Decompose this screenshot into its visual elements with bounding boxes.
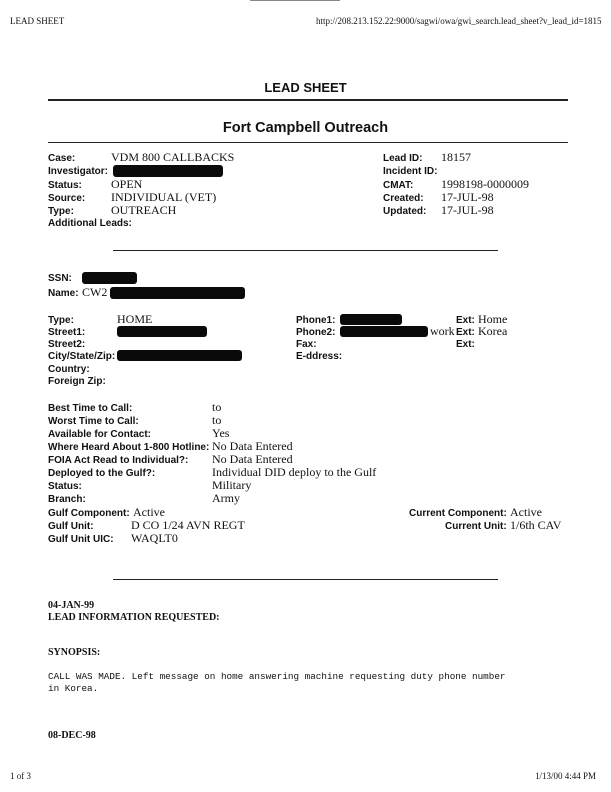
mil-status-value: Military xyxy=(212,478,252,492)
synopsis-line-1: CALL WAS MADE. Left message on home answering machine requesting duty phone number xyxy=(48,671,506,682)
synopsis-line-2: in Korea. xyxy=(48,683,99,694)
fax-label: Fax: xyxy=(296,339,317,350)
branch-label: Branch: xyxy=(48,494,86,505)
available-value: Yes xyxy=(212,426,230,440)
addr-type-label: Type: xyxy=(48,315,74,326)
phone2-redaction xyxy=(340,326,428,337)
current-unit-label: Current Unit: xyxy=(445,521,507,532)
ext1-label: Ext: xyxy=(456,315,475,326)
log-date-1: 04-JAN-99 xyxy=(48,600,95,611)
additional-leads-label: Additional Leads: xyxy=(48,218,132,229)
cmat-value: 1998198-0000009 xyxy=(441,177,529,191)
current-component-label: Current Component: xyxy=(409,508,507,519)
gulf-unit-value: D CO 1/24 AVN REGT xyxy=(131,518,245,532)
phone1-label: Phone1: xyxy=(296,315,336,326)
type-value: OUTREACH xyxy=(111,203,177,217)
created-value: 17-JUL-98 xyxy=(441,190,494,204)
name-prefix: CW2 xyxy=(82,285,108,299)
phone2-label: Phone2: xyxy=(296,327,336,338)
org-title: Fort Campbell Outreach xyxy=(222,120,389,136)
updated-value: 17-JUL-98 xyxy=(441,203,494,217)
ssn-label: SSN: xyxy=(48,273,72,284)
lead-id-value: 18157 xyxy=(441,150,471,164)
org-rule xyxy=(48,142,568,143)
type-label: Type: xyxy=(48,206,74,217)
investigator-label: Investigator: xyxy=(48,166,109,177)
gulf-uic-value: WAQLT0 xyxy=(131,531,178,545)
available-label: Available for Contact: xyxy=(48,429,151,440)
country-label: Country: xyxy=(48,364,90,375)
page-indicator: 1 of 3 xyxy=(10,771,31,781)
section-divider-1 xyxy=(113,250,498,251)
print-url: http://208.213.152.22:9000/sagwi/owa/gwi_search.lead_sheet?v_lead_id=1815 xyxy=(316,16,602,26)
email-label: E-ddress: xyxy=(296,351,343,362)
investigator-redaction xyxy=(113,165,223,177)
doc-title: LEAD SHEET xyxy=(264,80,347,95)
source-value: INDIVIDUAL (VET) xyxy=(111,190,217,204)
lead-id-label: Lead ID: xyxy=(383,153,423,164)
case-value: VDM 800 CALLBACKS xyxy=(111,150,235,164)
section-divider-2 xyxy=(113,579,498,580)
gulf-component-value: Active xyxy=(133,505,165,519)
phone1-redaction xyxy=(340,314,402,325)
ssn-redaction xyxy=(82,272,137,284)
status-label: Status: xyxy=(48,180,82,191)
cmat-label: CMAT: xyxy=(383,180,414,191)
top-fragment-rule xyxy=(250,0,340,1)
request-heading: LEAD INFORMATION REQUESTED: xyxy=(48,612,220,623)
foia-label: FOIA Act Read to Individual?: xyxy=(48,455,189,466)
status-value: OPEN xyxy=(111,177,143,191)
foia-value: No Data Entered xyxy=(212,452,293,466)
current-unit-value: 1/6th CAV xyxy=(510,518,562,532)
name-label: Name: xyxy=(48,288,79,299)
gulf-component-label: Gulf Component: xyxy=(48,508,130,519)
gulf-unit-label: Gulf Unit: xyxy=(48,521,94,532)
ext2-label: Ext: xyxy=(456,327,475,338)
ext1-value: Home xyxy=(478,312,508,326)
current-component-value: Active xyxy=(510,505,542,519)
city-redaction xyxy=(117,350,242,361)
gulf-uic-label: Gulf Unit UIC: xyxy=(48,534,114,545)
deployed-label: Deployed to the Gulf?: xyxy=(48,468,156,479)
ext3-label: Ext: xyxy=(456,339,475,350)
addr-type-value: HOME xyxy=(117,312,153,326)
title-rule xyxy=(48,99,568,101)
synopsis-heading: SYNOPSIS: xyxy=(48,647,101,658)
name-redaction xyxy=(110,287,245,299)
created-label: Created: xyxy=(383,193,424,204)
city-label: City/State/Zip: xyxy=(48,351,116,362)
street1-redaction xyxy=(117,326,207,337)
heard-label: Where Heard About 1-800 Hotline: xyxy=(48,442,210,453)
source-label: Source: xyxy=(48,193,86,204)
foreign-zip-label: Foreign Zip: xyxy=(48,376,106,387)
best-time-value: to xyxy=(212,400,222,414)
branch-value: Army xyxy=(212,491,240,505)
best-time-label: Best Time to Call: xyxy=(48,403,133,414)
deployed-value: Individual DID deploy to the Gulf xyxy=(212,465,377,479)
updated-label: Updated: xyxy=(383,206,427,217)
street2-label: Street2: xyxy=(48,339,86,350)
print-tab-label: LEAD SHEET xyxy=(10,16,65,26)
heard-value: No Data Entered xyxy=(212,439,293,453)
worst-time-label: Worst Time to Call: xyxy=(48,416,139,427)
street1-label: Street1: xyxy=(48,327,86,338)
case-label: Case: xyxy=(48,153,76,164)
incident-id-label: Incident ID: xyxy=(383,166,438,177)
phone2-suffix: work xyxy=(430,324,455,338)
print-timestamp: 1/13/00 4:44 PM xyxy=(535,771,597,781)
log-date-2: 08-DEC-98 xyxy=(48,730,96,741)
worst-time-value: to xyxy=(212,413,222,427)
ext2-value: Korea xyxy=(478,324,508,338)
mil-status-label: Status: xyxy=(48,481,82,492)
